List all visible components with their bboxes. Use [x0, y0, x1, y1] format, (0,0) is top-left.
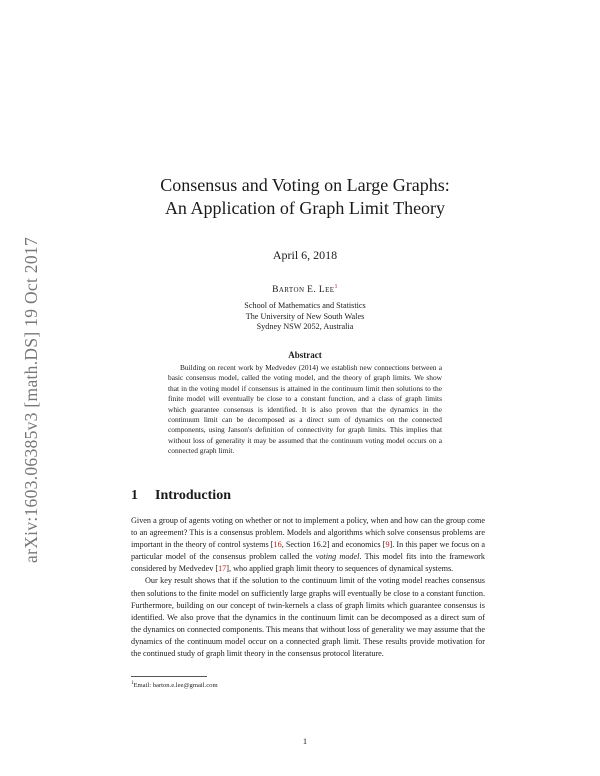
paragraph-1-text: , Section 16.2] and economics [ — [281, 540, 386, 550]
footnote-divider — [131, 676, 207, 677]
paper-date: April 6, 2018 — [272, 248, 338, 262]
section-number: 1 — [131, 488, 138, 503]
citation-link[interactable]: 17 — [218, 564, 227, 574]
section-title: Introduction — [155, 488, 231, 503]
paragraph-2: Our key result shows that if the solution to the continuum limit of the voting model reaches consensus then solutions to the finite model on sufficiently large graphs will eventually be close to a constant function. Furthermore, building on our concept of twin-kernels a class of graph limits which guarantee consensus is identified. We also prove that the dynamics in the continuum limit can be decomposed as a direct sum of the dynamics on connected components. This means that without loss of generality we may assume that the dynamics of the continuum model occur on a connected graph limit. These results provide motivation for the continued study of graph limit theory in the consensus protocol literature. — [131, 576, 485, 659]
affiliation-line-2: The University of New South Wales — [245, 311, 365, 321]
page-number: 1 — [302, 736, 308, 746]
body-text — [131, 515, 485, 660]
affiliation — [100, 301, 510, 333]
paper-title-line-1: Consensus and Voting on Large Graphs: — [160, 175, 450, 195]
footnote — [131, 681, 218, 689]
citation-link[interactable]: 16 — [273, 540, 282, 550]
arxiv-identifier: arXiv:1603.06385v3 [math.DS] 19 Oct 2017 — [21, 237, 41, 563]
paper-title-line-2: An Application of Graph Limit Theory — [164, 198, 446, 218]
section-heading — [131, 488, 231, 504]
paragraph-1-text: ]. In this paper we focus on a particular model of the consensus problem called the — [131, 540, 485, 562]
author — [100, 284, 510, 295]
abstract-text: Building on recent work by Medvedev (2014) we establish new connections between a basic consensus model, called the voting model, and the theory of graph limits. We show that in the voting model if consensus is attained in the continuum limit then solutions to the finite model will eventually be close to a constant function, and a class of graph limits which guarantee consensus is identified. It is also proven that the dynamics in the continuum limit can be decomposed as a direct sum of dynamics on the connected components, using Janson's definition of connectivity for graph limits. This implies that without loss of generality it may be assumed that the continuum voting model occurs on a connected graph limit. — [168, 363, 442, 456]
paragraph-1-text: Given a group of agents voting on whether or not to implement a policy, when and how can the group come to an agreement? This is a consensus problem. Models and algorithms which solve consensus problems are important in the theory of control systems [ — [131, 516, 485, 550]
paper-title — [100, 174, 510, 220]
footnote-text: Email: barton.e.lee@gmail.com — [133, 682, 218, 690]
paragraph-1-text: ], who applied graph limit theory to sequences of dynamical systems. — [226, 564, 454, 574]
affiliation-line-1: School of Mathematics and Statistics — [244, 301, 366, 310]
author-name: Barton E. Lee — [272, 285, 335, 296]
citation-link[interactable]: 9 — [385, 540, 390, 550]
paragraph-1 — [131, 515, 485, 575]
affiliation-line-3: Sydney NSW 2052, Australia — [256, 322, 354, 331]
author-footnote-mark[interactable]: 1 — [334, 284, 338, 290]
abstract-heading: Abstract — [288, 350, 322, 360]
footnote-mark: 1 — [131, 681, 134, 686]
paragraph-1-text: . This model fits into the framework considered by Medvedev [ — [131, 552, 485, 574]
emphasis-text: voting model — [315, 552, 360, 562]
